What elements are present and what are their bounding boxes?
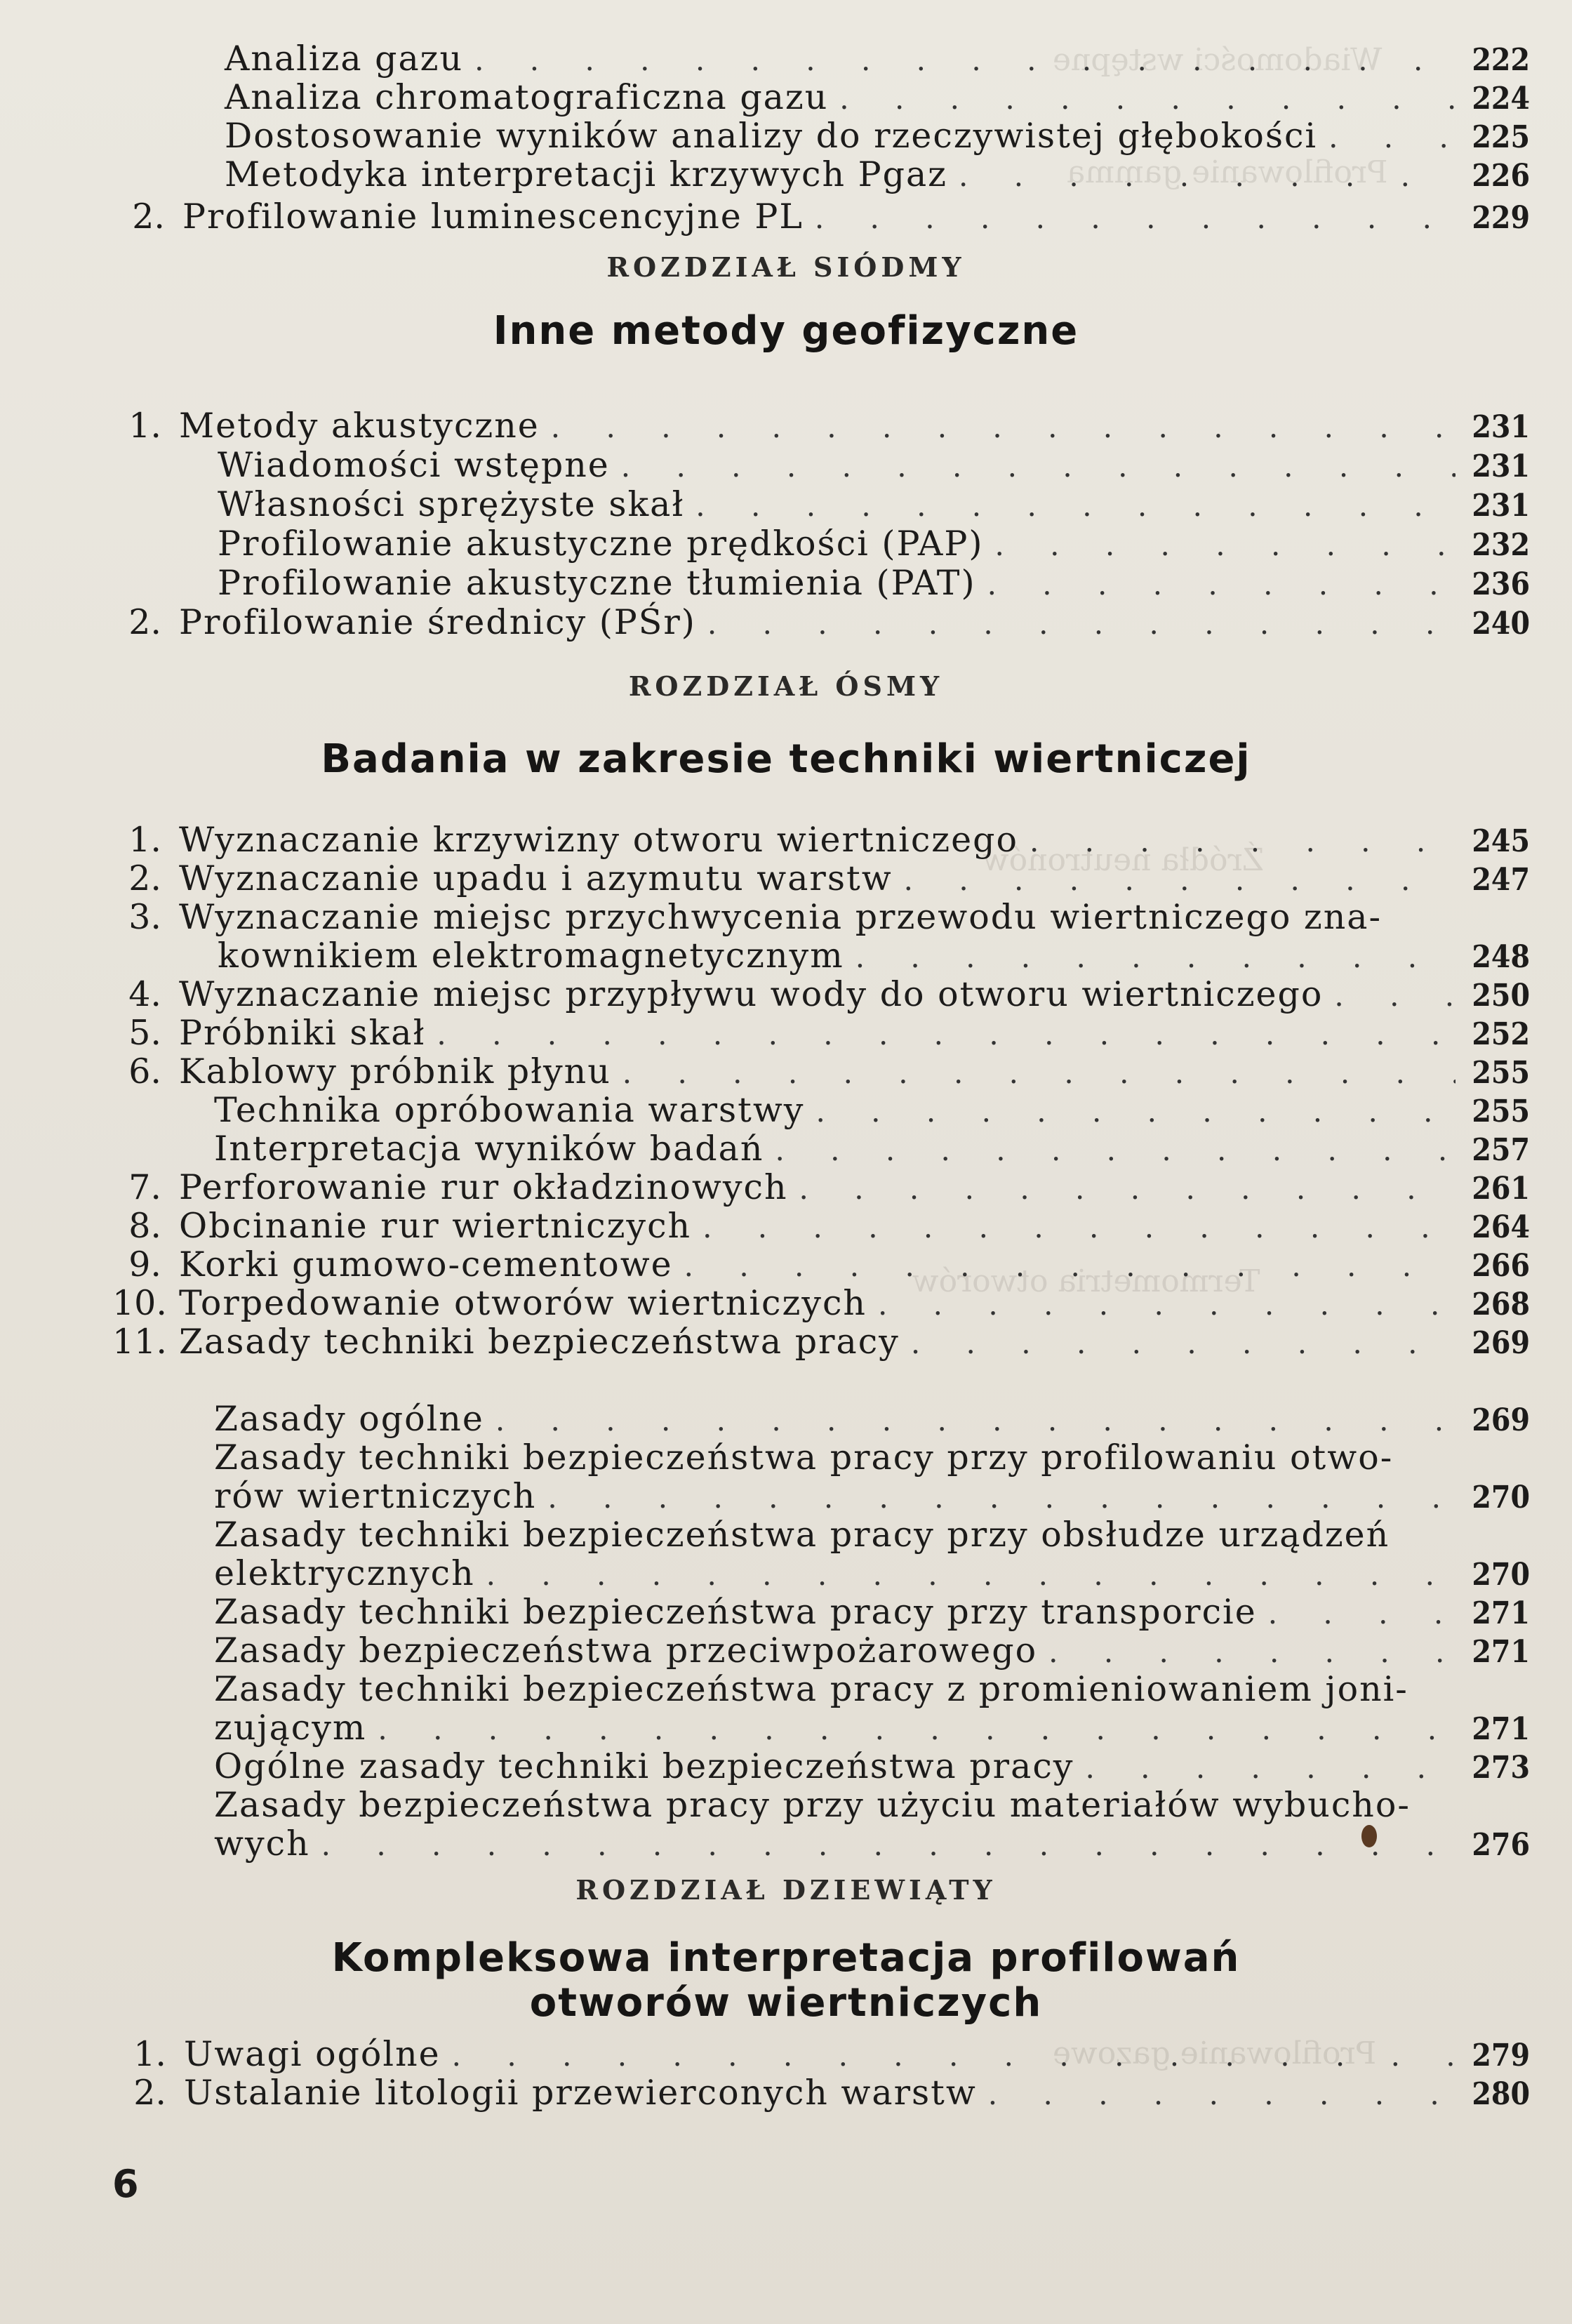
dot-leader — [452, 2036, 1456, 2076]
ink-smudge — [1361, 1825, 1377, 1847]
entry-title: Zasady bezpieczeństwa pracy przy użyciu materiałów wybucho- — [214, 1785, 1411, 1825]
show-through-text: Profilowanie gazowe — [1053, 2036, 1377, 2071]
toc-entry — [214, 1631, 1530, 1671]
dot-leader — [547, 1478, 1456, 1518]
entry-page: 279 — [1472, 2038, 1530, 2073]
entry-title-continued: wych — [214, 1824, 310, 1864]
toc-entry-multiline — [214, 1437, 1530, 1478]
entry-page: 257 — [1472, 1132, 1530, 1168]
toc-entry-continuation — [214, 1553, 1530, 1594]
dot-leader — [378, 1709, 1456, 1750]
dot-leader — [878, 1284, 1456, 1325]
entry-page: 229 — [1472, 200, 1530, 236]
entry-page: 273 — [1472, 1750, 1530, 1786]
entry-title: Zasady techniki bezpieczeństwa pracy przy profilowaniu otwo- — [214, 1437, 1394, 1478]
entry-number: 9. — [128, 1244, 161, 1284]
entry-title: Wiadomości wstępne — [218, 445, 610, 485]
toc-entry — [214, 1129, 1530, 1169]
toc-entry — [214, 1399, 1530, 1440]
entry-number: 2. — [128, 858, 161, 898]
entry-number: 7. — [128, 1167, 161, 1207]
toc-entry — [214, 1592, 1530, 1633]
entry-page: 232 — [1472, 527, 1530, 563]
chapter-title: Inne metody geofizyczne — [493, 308, 1079, 354]
entry-page: 240 — [1472, 606, 1530, 642]
chapter-label: ROZDZIAŁ SIÓDMY — [606, 251, 966, 283]
entry-title: Zasady techniki bezpieczeństwa pracy przy obsłudze urządzeń — [214, 1515, 1390, 1555]
entry-page: 271 — [1472, 1595, 1530, 1631]
entry-page: 261 — [1472, 1171, 1530, 1207]
entry-title: Zasady ogólne — [214, 1399, 484, 1439]
toc-entry — [128, 1244, 1530, 1285]
chapter-label: ROZDZIAŁ DZIEWIĄTY — [575, 1874, 997, 1906]
toc-entry — [225, 77, 1530, 118]
entry-number: 5. — [128, 1013, 161, 1053]
entry-page: 276 — [1472, 1827, 1530, 1863]
dot-leader — [702, 1207, 1456, 1248]
dot-leader — [855, 937, 1456, 978]
toc-entry — [112, 1322, 1530, 1362]
toc-entry-continuation — [214, 1708, 1530, 1748]
entry-page: 271 — [1472, 1634, 1530, 1670]
toc-entry — [225, 39, 1530, 79]
dot-leader — [622, 1053, 1456, 1094]
entry-page: 268 — [1472, 1287, 1530, 1322]
entry-title: Profilowanie akustyczne tłumienia (PAT) — [218, 563, 976, 603]
entry-page: 236 — [1472, 566, 1530, 602]
show-through-text: Profilowanie gamma — [1067, 154, 1388, 190]
entry-title: Profilowanie akustyczne prędkości (PAP) — [218, 524, 984, 564]
toc-entry-continuation — [214, 1476, 1530, 1517]
entry-page: 269 — [1472, 1325, 1530, 1361]
dot-leader — [994, 525, 1456, 566]
toc-entry — [128, 406, 1530, 446]
entry-title: Zasady techniki bezpieczeństwa pracy — [179, 1322, 900, 1362]
dot-leader — [474, 40, 1456, 81]
entry-title: Profilowanie średnicy (PŚr) — [179, 602, 696, 642]
entry-page: 270 — [1472, 1480, 1530, 1515]
entry-title-continued: elektrycznych — [214, 1553, 475, 1593]
dot-leader — [959, 156, 1456, 197]
entry-page: 280 — [1472, 2076, 1530, 2112]
dot-leader — [495, 1400, 1456, 1441]
toc-entry-multiline — [128, 897, 1530, 938]
entry-number: 2. — [128, 602, 161, 642]
entry-page: 245 — [1472, 823, 1530, 859]
entry-page: 224 — [1472, 81, 1530, 117]
toc-entry — [218, 524, 1530, 564]
entry-title: Wyznaczanie miejsc przypływu wody do otworu wiertniczego — [179, 974, 1324, 1014]
entry-title-continued: rów wiertniczych — [214, 1476, 537, 1516]
toc-entry — [128, 858, 1530, 899]
entry-number: 1. — [128, 406, 161, 446]
toc-entry — [225, 154, 1530, 195]
toc-entry — [128, 820, 1530, 861]
toc-entry-multiline — [214, 1785, 1530, 1826]
entry-number: 6. — [128, 1051, 161, 1091]
dot-leader — [621, 446, 1456, 487]
dot-leader — [911, 1323, 1456, 1364]
dot-leader — [1328, 117, 1456, 158]
entry-title: Metodyka interpretacji krzywych Pgaz — [225, 154, 947, 194]
dot-leader — [695, 486, 1456, 526]
entry-title: Torpedowanie otworów wiertniczych — [179, 1283, 867, 1323]
chapter-title: Kompleksowa interpretacja profilowań — [331, 1935, 1241, 1981]
dot-leader — [1268, 1593, 1456, 1634]
entry-title-continued: zującym — [214, 1708, 367, 1748]
show-through-text: Źródła neutronów — [982, 842, 1265, 878]
toc-entry-continuation — [218, 936, 1530, 976]
entry-page: 231 — [1472, 409, 1530, 445]
dot-leader — [815, 198, 1456, 239]
entry-title: Korki gumowo-cementowe — [179, 1244, 673, 1284]
dot-leader — [1334, 976, 1456, 1016]
entry-title: Analiza gazu — [225, 39, 464, 79]
toc-entry-continuation — [214, 1824, 1530, 1864]
toc-entry-multiline — [214, 1669, 1530, 1710]
entry-page: 231 — [1472, 449, 1530, 484]
dot-leader — [1048, 1632, 1456, 1673]
dot-leader — [707, 604, 1456, 644]
entry-page: 247 — [1472, 862, 1530, 898]
entry-page: 266 — [1472, 1248, 1530, 1284]
dot-leader — [1085, 1748, 1456, 1788]
entry-page: 270 — [1472, 1557, 1530, 1593]
dot-leader — [321, 1825, 1456, 1866]
entry-title: Zasady bezpieczeństwa przeciwpożarowego — [214, 1631, 1038, 1671]
toc-entry — [128, 1013, 1530, 1054]
entry-page: 252 — [1472, 1016, 1530, 1052]
dot-leader — [551, 407, 1456, 448]
toc-entry — [218, 563, 1530, 604]
dot-leader — [437, 1014, 1456, 1055]
entry-title: Perforowanie rur okładzinowych — [179, 1167, 788, 1207]
entry-title: Wyznaczanie krzywizny otworu wiertniczego — [179, 820, 1018, 860]
entry-page: 264 — [1472, 1209, 1530, 1245]
entry-title: Dostosowanie wyników analizy do rzeczywistej głębokości — [225, 116, 1318, 156]
show-through-text: Wiadomości wstępne — [1053, 42, 1383, 78]
entry-page: 255 — [1472, 1094, 1530, 1129]
entry-title: Ustalanie litologii przewierconych warstw — [184, 2073, 977, 2113]
entry-page: 255 — [1472, 1055, 1530, 1091]
entry-number: 2. — [132, 197, 165, 237]
entry-number: 3. — [128, 897, 161, 937]
entry-title: Wyznaczanie miejsc przychwycenia przewodu wiertniczego zna- — [179, 897, 1383, 937]
entry-page: 222 — [1472, 42, 1530, 78]
entry-title: Technika opróbowania warstwy — [214, 1090, 805, 1130]
page-number: 6 — [112, 2162, 139, 2206]
toc-entry — [132, 197, 1530, 237]
entry-title: Zasady techniki bezpieczeństwa pracy przy transporcie — [214, 1592, 1257, 1632]
dot-leader — [988, 2074, 1456, 2115]
dot-leader — [1030, 821, 1456, 862]
dot-leader — [815, 1091, 1456, 1132]
toc-entry — [225, 116, 1530, 157]
toc-entry — [128, 1167, 1530, 1208]
entry-title-continued: kownikiem elektromagnetycznym — [218, 936, 844, 976]
toc-entry — [128, 602, 1530, 643]
dot-leader — [799, 1169, 1456, 1209]
entry-number: 10. — [112, 1283, 167, 1323]
entry-number: 1. — [133, 2034, 166, 2074]
entry-page: 250 — [1472, 978, 1530, 1014]
toc-entry — [218, 484, 1530, 525]
entry-title: Obcinanie rur wiertniczych — [179, 1206, 692, 1246]
entry-page: 226 — [1472, 158, 1530, 194]
chapter-title-continued: otworów wiertniczych — [529, 1980, 1043, 2026]
chapter-title: Badania w zakresie techniki wiertniczej — [321, 736, 1251, 782]
entry-title: Zasady techniki bezpieczeństwa pracy z promieniowaniem joni- — [214, 1669, 1408, 1709]
entry-title: Ogólne zasady techniki bezpieczeństwa pracy — [214, 1746, 1074, 1786]
dot-leader — [775, 1130, 1456, 1171]
entry-page: 248 — [1472, 939, 1530, 975]
entry-title: Analiza chromatograficzna gazu — [225, 77, 829, 117]
toc-entry — [214, 1746, 1530, 1787]
entry-title: Własności sprężyste skał — [218, 484, 685, 524]
toc-entry-multiline — [214, 1515, 1530, 1555]
chapter-label: ROZDZIAŁ ÓSMY — [628, 670, 944, 702]
toc-entry — [218, 445, 1530, 486]
toc-entry — [128, 1051, 1530, 1092]
entry-title: Profilowanie luminescencyjne PL — [182, 197, 804, 237]
entry-page: 231 — [1472, 488, 1530, 524]
entry-number: 2. — [133, 2073, 166, 2113]
entry-number: 4. — [128, 974, 161, 1014]
dot-leader — [839, 79, 1456, 119]
entry-title: Próbniki skał — [179, 1013, 426, 1053]
entry-page: 271 — [1472, 1711, 1530, 1747]
entry-title: Uwagi ogólne — [184, 2034, 441, 2074]
toc-entry — [128, 974, 1530, 1015]
entry-page: 269 — [1472, 1402, 1530, 1438]
dot-leader — [684, 1246, 1456, 1287]
entry-title: Interpretacja wyników badań — [214, 1129, 764, 1169]
toc-entry — [133, 2073, 1530, 2113]
toc-entry — [112, 1283, 1530, 1324]
entry-page: 225 — [1472, 119, 1530, 155]
entry-title: Metody akustyczne — [179, 406, 540, 446]
dot-leader — [904, 860, 1456, 901]
entry-number: 8. — [128, 1206, 161, 1246]
dot-leader — [486, 1555, 1456, 1595]
show-through-text: Termometria otworów — [912, 1263, 1260, 1299]
entry-title: Kablowy próbnik płynu — [179, 1051, 611, 1091]
entry-number: 11. — [112, 1322, 167, 1362]
dot-leader — [987, 564, 1456, 605]
entry-title: Wyznaczanie upadu i azymutu warstw — [179, 858, 893, 898]
toc-entry — [214, 1090, 1530, 1131]
entry-number: 1. — [128, 820, 161, 860]
toc-entry — [128, 1206, 1530, 1247]
toc-entry — [133, 2034, 1530, 2075]
